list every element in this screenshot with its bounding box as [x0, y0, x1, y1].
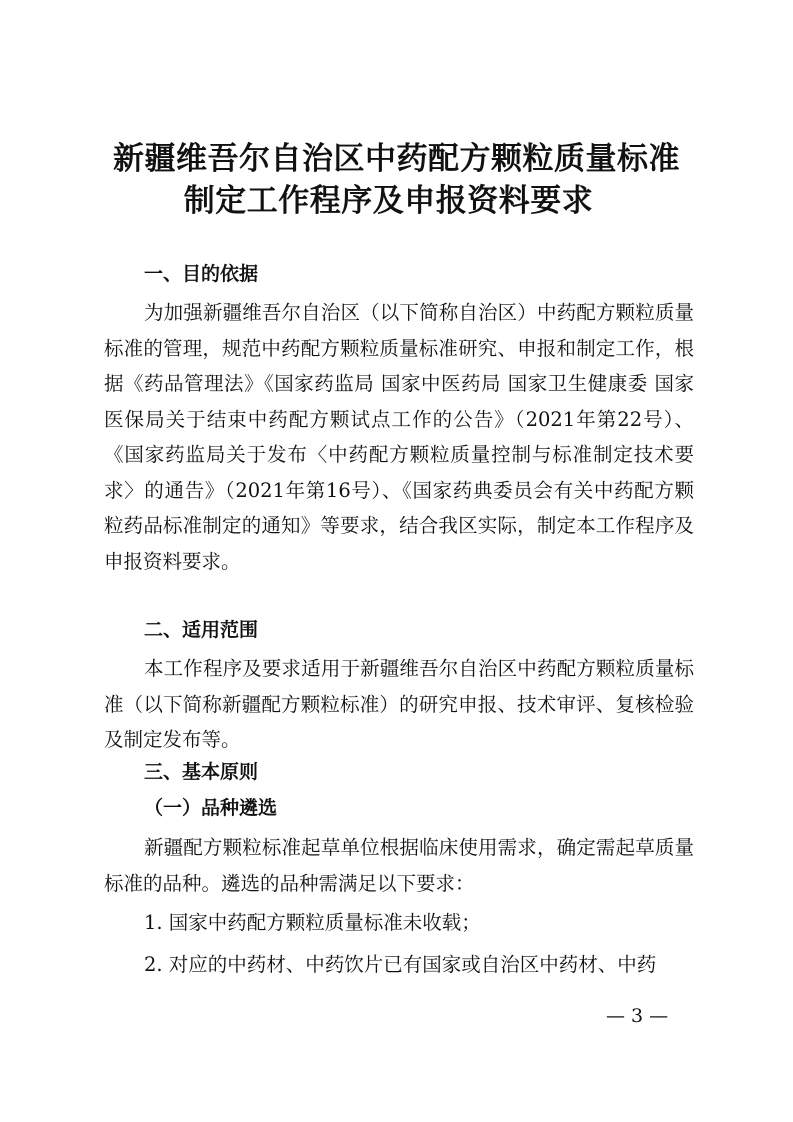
section-paragraph-purpose: 为加强新疆维吾尔自治区（以下简称自治区）中药配方颗粒质量标准的管理，规范中药配方颗粒质量标准研究、申报和制定工作，根据《药品管理法》《国家药监局 国家中医药局 国家卫生健康委 国家医保局关于结束中药配方颗试点工作的公告》（2021年第22号）、《国家药监局关于发布〈中药配方颗粒质量控制与标准制定技术要求〉的通告》（2021年第16号）、《国家药典委员会有关中药配方颗粒药品标准制定的通知》等要求，结合我区实际，制定本工作程序及申报资料要求。	[104, 301, 694, 573]
list-item: 1. 国家中药配方颗粒质量标准未收载；	[144, 911, 481, 934]
subsection-heading-variety-selection: （一）品种遴选	[144, 797, 278, 819]
section-heading-purpose: 一、目的依据	[144, 263, 259, 285]
section-paragraph-variety-selection: 新疆配方颗粒标准起草单位根据临床使用需求，确定需起草质量标准的品种。遴选的品种需满足以下要求：	[104, 836, 694, 895]
section-heading-principles: 三、基本原则	[144, 761, 259, 783]
document-title-line-1: 新疆维吾尔自治区中药配方颗粒质量标准	[113, 141, 680, 177]
page-number: — 3 —	[606, 1005, 669, 1027]
document-title-line-2: 制定工作程序及申报资料要求	[183, 183, 594, 219]
list-item: 2. 对应的中药材、中药饮片已有国家或自治区中药材、中药	[144, 953, 657, 976]
section-paragraph-scope: 本工作程序及要求适用于新疆维吾尔自治区中药配方颗粒质量标准（以下简称新疆配方颗粒标准）的研究申报、技术审评、复核检验及制定发布等。	[104, 657, 694, 751]
section-heading-scope: 二、适用范围	[144, 619, 259, 641]
